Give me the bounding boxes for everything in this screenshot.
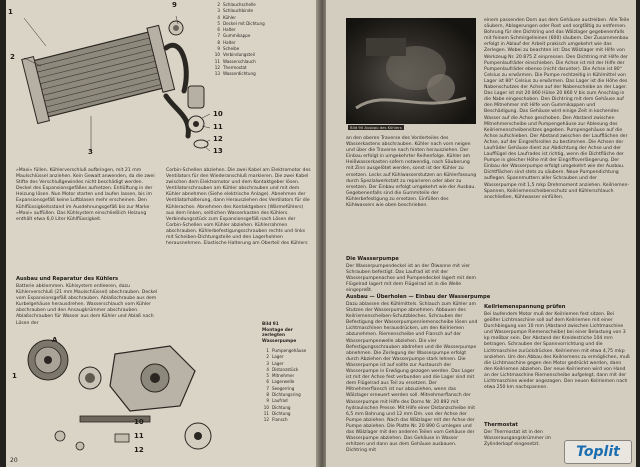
pump-callout-12: 12 bbox=[134, 446, 144, 454]
legend-row: 12 Thermostat bbox=[214, 64, 247, 70]
callout-9: 9 bbox=[172, 1, 177, 9]
right-col1-overhaul-text: Dazu ablassen des Kühlmittels. Schlauch zum Kühler am Stutzen der Wasserpumpe abnehmen. Abbauen des Keilriemenscheiben-Schutzbleches. Schrauben der Befestigung der Wasserpumpenriemenscheibe lösen und Lichtmaschinen herausdrücken, um den Keilriemen abzunehmen. Riemenscheibe und Flansch auf der Wasserpumpenwelle abziehen. Die vier Befestigungsschrauben abdrehen und die Wasserpumpe abnehmen. Die Zerlegung der Wasserpumpe erfolgt durch Abziehen der Wasserpumpe stark lehnen. Die Wasserpumpe ist auf sollte zur Austausch der Wasserpumpe in Erwägung gezogen werden. Das Lager ist mit der Achse fest verbunden und die Lager sind mit dem Flügelrad aus Teil zu ersetzen. Der Mitnehmerflansch ist nur abzuziehen, wenn das Wälzlager erneuert werden soll. Mitnehmerflansch der Wasserpumpe mit Hilfe des Dorns Nr. 20 892 mit hydraulischen Presse. Mit Hilfe einer Distanzscheibe mit 6,5 mm Bohrung und 12 mm Dm. von der Achse der Pumpe abziehen. Nach das Wälzlager mit der Achse der Pumpe abziehen. Die Platte Nr. 20 890 G umlegen und das Wälzlager mit den anderen Teilen vom Gehäuse der Wasserpumpe abziehen. Das Gehäuse in Wasser erhitzen und dann aus dem Gehäuse ausbauen. Dichtring mit bbox=[346, 302, 478, 454]
legend-row: 7 Gummikappe bbox=[217, 33, 251, 39]
callout-13: 13 bbox=[213, 147, 223, 155]
heading-thermostat: Thermostat bbox=[484, 422, 518, 428]
legend-row: 12 Flansch bbox=[263, 417, 288, 423]
callout-2: 2 bbox=[10, 53, 15, 61]
pump-callout-10: 10 bbox=[134, 418, 144, 426]
engine-bay-photo-shapes bbox=[346, 18, 476, 124]
legend-row: 9 Laufrad bbox=[266, 398, 288, 404]
legend-row: 10 Verbindungsteil bbox=[214, 52, 255, 58]
pump-callout-11: 11 bbox=[134, 432, 144, 440]
legend-row: 3 Schlauchbinde bbox=[217, 8, 253, 14]
photo-caption: Bild 90 Ausbau des Kühlers bbox=[350, 125, 402, 130]
radiator-parts-legend bbox=[211, 2, 265, 78]
legend-row: 4 Distanzstück bbox=[266, 366, 299, 372]
callout-12: 12 bbox=[213, 135, 223, 143]
water-pump-exploded-diagram bbox=[20, 326, 230, 462]
pump-figure-caption: Bild 91 Montage der zerlegten Wasserpumpe bbox=[262, 322, 297, 344]
legend-row: 6 Halter bbox=[217, 27, 236, 33]
callout-3: 3 bbox=[88, 148, 93, 156]
left-col1-intro-text: »Maxi« füllen. Kühlerverschluß aufbringen, mit 21 mm Maulschlüssel anziehen. Kein Gewalt anwenden, da die zwei Stifte des Verschlußgewindes nicht beschädigt werden. Deckel des Expansionsgefäßes aufsetzen. Entlüftung in der Heizung lösen. Nun Motor starten und laufen lassen, bis im Expansionsgefäß keine Luftblasen mehr erscheinen. Den Kühlflüssigkeitsstand im Ausdehnungsgefäß bis zur Marke »Maxi« auffüllen. Das Kühlsystem einschließlich Heizung enthält etwa 6,0 Liter Kühlflüssigkeit. bbox=[16, 168, 155, 222]
radiator-cap bbox=[169, 21, 183, 35]
thermostat-housing bbox=[188, 86, 208, 148]
legend-row: 3 Lager bbox=[266, 360, 284, 366]
left-page bbox=[6, 0, 318, 467]
pump-parts-legend bbox=[260, 348, 306, 424]
pump-callout-1: 1 bbox=[12, 372, 17, 380]
legend-row: 5 Mitnehmer bbox=[266, 373, 295, 379]
heading-keilriemen: Keilriemenspannung prüfen bbox=[484, 304, 566, 310]
toplit-logo bbox=[564, 440, 632, 464]
callout-11: 11 bbox=[213, 123, 223, 131]
legend-row: 13 Wasserdichtung bbox=[214, 71, 256, 77]
radiator-exploded-diagram bbox=[16, 6, 216, 156]
heading-wasserpumpe: Die Wasserpumpe bbox=[346, 256, 399, 262]
right-col1-pump-text: Der Wasserpumpendeckel ist an der Ölwanne mit vier Schrauben befestigt. Das Laufrad ist mit der Wasserpumpenachse und Pumpendeckel lagert mit dem Flügelrad lagert mit dem Flügelrad ist in die Welle eingepreßt. bbox=[346, 264, 476, 294]
legend-row: 6 Lagerwelle bbox=[266, 379, 295, 385]
pump-housing bbox=[110, 346, 195, 411]
legend-row: 11 Wasserschlauch bbox=[214, 58, 256, 64]
legend-row: 4 Kühler bbox=[217, 14, 237, 20]
pump-bearing bbox=[79, 367, 101, 389]
pump-callout-a: A bbox=[52, 336, 58, 344]
right-col2-text: einem passenden Dorn aus dem Gehäuse austreiben. Alle Teile säubern, Ablagerungen oder Rost und sorgfältig zu entfernen. Bohrung für den Dichtring und das Wälzlager gegebenenfalls mit feinem Schmirgelleinen (600) säubern. Der Zusammenbau erfolgt in Ablauf der Arbeit prakisch umgekehrt wie das Zerlegen. Wobei zu beachten ist: Das Wälzlager mit Hilfe von Werkzeug Nr. 20 875 Z einpressen. Den Dichtring mit Hilfe der Pumpenlaufräder einschieben. Die Achse ist mit der Hilfe der Pumpenlaufräder ebenso (nicht darunter). Die Achse ist 80° Celsius zu erwärmen. Die Pumpe rechtzeitig in Kühlmittel von Lager ist 80° Celsius zu erwärmen. Das Lager ist die Höhe des Nabenschutzes der Achse auf der Nabenscheibe an der Lager. Das Lager ist mit 20 860 Hülse 20 860 V bis zum Anschlag in die Nabe eingeschoben. Den Dichtring mit dem Gehäuse auf den Mitnehmer mit Hilfe von Gummikappen und Beschädigung. Das Gehäuse wird einige Zeit in kochendes Wasser auf die Achse geschoben. Den Abstand zwischen Mitnehmerscheibe und Pumpengehäuse zur Ablesung des Keilriemenscheibensitzes gegeben. Pumpengehäuse auf die Achse aufschieben. Der Abstand zwischen der Laufflächen der Achse, auf der Eingreifsrollen zu bestimmen. Die Achsen der Laufräder Gehäuse dient zur Abdichtung der Achse und der Laufflügel des Laufrades ist richtig, wenn die Dichtfläche der Pumpe in gleicher Höhe mit der Eingriffsverlängerung. Der Einbau der Wasserpumpe erfolgt umgekehrt wie der Ausbau. Dichtflächen sind stets zu säubern. Neue Pumpendichtung auflegen. Spannmuttern aller Schrauben und der Wasserpumpe mit 1,5 mkp Drehmoment anziehen. Keilriemen-Spannen, Keilriemenscheibenschutz und Kühlerschlauch anschließen, Kühlwasser einfüllen. bbox=[484, 18, 630, 200]
legend-row: 10 Dichtung bbox=[263, 404, 291, 410]
right-col1-text: an den oberen Traverse des Vorderteiles des Wasserkastens abschrauben. Kühler nach vorn neigen und über die Traverse nach hinten herausziehen. Der Einbau erfolgt in umgekehrter Reihenfolge. Kühler am Heißwasserkasten sofern notwendig, nach Säuberung mit Zinn ausgelötet werden, sonst ist der Kühler zu ersetzen. Lecks auf Kühlwasserstutzen an Kühlerfassung durch Spezialwerkstatt zu reparieren oder aber zu ersetzen. Der Einbau erfolgt umgekehrt wie der Ausbau. Gegebenenfalls sind die Gummiteile der Kühlerbefestigung zu ersetzen. Einfüllen des Kühlwassers wie oben beschrieben. bbox=[346, 136, 477, 209]
legend-row: 1 Pumpengehäuse bbox=[266, 348, 307, 353]
legend-row: 5 Deckel mit Dichtung bbox=[217, 20, 265, 26]
pump-small-parts bbox=[55, 431, 129, 450]
right-col2-belt-text: Bei laufendem Motor muß der Keilriemen fest sitzen. Bei geölter Lichtmaschine soll auf dem Keilriemen mit einer Durchbiegung von 10 mm (Abstand zwischen Lichtmaschine und Wasserpumpe Riemenscheibe) bei einer Belastung von 3 kp meßbar sein. Der Abstand der Kreidestriche 104 mm betragen. Schrauben der Spannvorrichtung und die Lichtmaschine zurückdrücken. Keilriemen mit etwa 4,75 mkp anziehen. Um den Abbau des Keilriemens zu ermöglichen, muß die Lichtmaschine gegen den Motor gedrückt werden, dann den Keilriemen abziehen. Der neue Keilriemen wird von Hand an der Lichtmaschine Riemenscheibe aufgelegt, dann mit der Lichtmaschine wieder angezogen. Den neuen Keilriemen nach etwa 250 km nachspannen. bbox=[484, 312, 630, 391]
legend-row: 8 Halter bbox=[217, 39, 236, 45]
callout-10: 10 bbox=[213, 110, 223, 118]
radiator-core bbox=[22, 25, 175, 123]
heading-ausbau-wasserpumpe: Ausbau — Überholen — Einbau der Wasserpumpe bbox=[346, 294, 491, 300]
left-col2-text: Corbin-Schellen abziehen. Die zwei Kabel am Elektromotor des Ventilators für den Wiederanschluß markieren. Die zwei Kabel zwischen dem Elektromotor und dem Kontaktgeber lösen. Ventilatorschrauben am Kühler abschrauben und mit dem Kühler abnehmen (Siehe elektrische Anlage). Abnehmen der Ventilatorhalterung, dann Herausziehen des Ventilators für die Kühlerachse. Abnehmen des Kontaktgebers (Wärmefühlers) aus dem linken, seitlichen Wasserkasten des Kühlers. Verbindungsstück zum Expansionsgefäß nach Lösen der Corbin-Schellen vom Kühler abziehen. Kühlerrahmen abschrauben. Kühlerbefestigungsschrauben rechts und links mit Scheiben-Dichtungsteile und den Lagerholmen herausnehmen. Elastische Halterung am Oberteil des Kühlers bbox=[166, 168, 311, 247]
left-col1-ausbau-text: Batterie abklemmen. Kühlsystem entleeren, dazu Kühlerverschluß (21 mm Maulschlüssel) abschrauben. Deckel vom Expansionsgefäß abschrauben. Ablaßschraube aus dem Kurbelgehäuse herausdrehen. Wasserschlauch vom Kühler abschrauben und den Ansaugkrümmer abschrauben. Ablaßschrauben für Wasser aus dem Kühler und Ablaß nach Lösen der bbox=[16, 284, 158, 326]
right-col2-thermostat-text: Der Thermostat ist in den Wasserausgangskrümmer im Zylinderkopf eingesetzt. bbox=[484, 430, 551, 448]
engine-bay-photo bbox=[346, 18, 476, 124]
legend-row: 2 Lager bbox=[266, 354, 284, 360]
pump-impeller bbox=[185, 423, 211, 449]
heading-ausbau-kuehler: Ausbau und Reparatur des Kühlers bbox=[16, 276, 119, 282]
right-page bbox=[326, 0, 636, 467]
legend-row: 2 Schlauchschelle bbox=[217, 2, 256, 7]
page-number-left: 20 bbox=[10, 457, 18, 464]
pump-pulley bbox=[28, 340, 68, 380]
legend-row: 9 Scheibe bbox=[217, 46, 240, 52]
legend-row: 11 Dichtung bbox=[263, 410, 291, 416]
callout-1: 1 bbox=[8, 8, 13, 16]
legend-row: 8 Dichtungsring bbox=[266, 392, 301, 398]
legend-row: 7 Seegerring bbox=[266, 385, 295, 391]
toplit-logo-text: Toplit bbox=[576, 444, 620, 460]
